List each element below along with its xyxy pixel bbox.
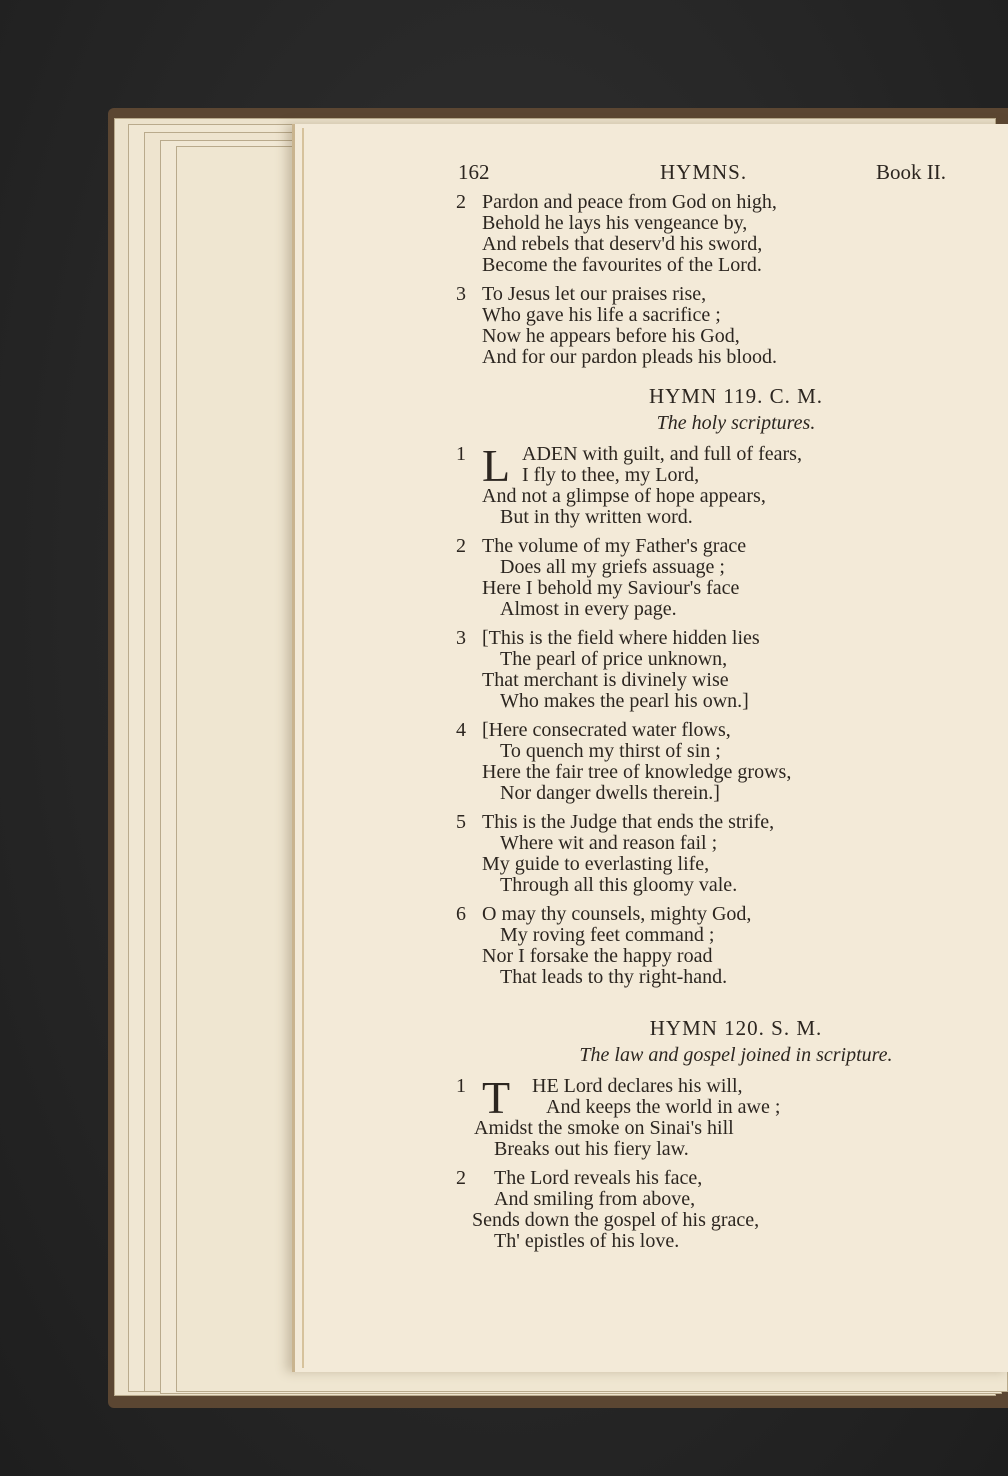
stanza-number: 5 (456, 811, 466, 833)
verse-line: Become the favourites of the Lord. (482, 254, 762, 276)
verse-line: I fly to thee, my Lord, (522, 464, 700, 486)
drop-cap: L (482, 440, 511, 491)
verse-line: Sends down the gospel of his grace, (472, 1209, 760, 1231)
verse-line: Now he appears before his God, (482, 325, 740, 347)
stanza (446, 536, 986, 620)
verse-line: [Here consecrated water flows, (482, 719, 731, 741)
verse-line: Almost in every page. (500, 598, 677, 620)
stanza (446, 628, 986, 712)
stanza-number: 6 (456, 903, 466, 925)
verse-line: This is the Judge that ends the strife, (482, 811, 775, 833)
verse-line: Who gave his life a sacrifice ; (482, 304, 721, 326)
verse-line: To quench my thirst of sin ; (500, 740, 721, 762)
stanza (446, 904, 986, 988)
page-number: 162 (458, 160, 490, 184)
verse-line: The Lord reveals his face, (494, 1167, 703, 1189)
verse-line: My roving feet command ; (500, 924, 715, 946)
verse-line: Does all my griefs assuage ; (500, 556, 725, 578)
verse-line: And keeps the world in awe ; (546, 1096, 781, 1118)
verse-line: Here the fair tree of knowledge grows, (482, 761, 792, 783)
stanza (446, 284, 986, 368)
verse-line: But in thy written word. (500, 506, 693, 528)
verse-line: Where wit and reason fail ; (500, 832, 718, 854)
verse-line: And rebels that deserv'd his sword, (482, 233, 763, 255)
verse-line: O may thy counsels, mighty God, (482, 903, 752, 925)
stanza-number: 2 (456, 1167, 466, 1189)
verse-line: Behold he lays his vengeance by, (482, 212, 748, 234)
stanza-number: 1 (456, 443, 466, 465)
verse-line: Nor danger dwells therein.] (500, 782, 720, 804)
hymn-subtitle: The law and gospel joined in scripture. (579, 1044, 893, 1066)
stanza (446, 192, 986, 276)
hymn-title: HYMN 120. S. M. (649, 1016, 823, 1040)
verse-line: Th' epistles of his love. (494, 1230, 680, 1252)
page-content (446, 162, 986, 1260)
verse-line: That leads to thy right-hand. (500, 966, 728, 988)
verse-line: And smiling from above, (494, 1188, 696, 1210)
page-gutter-rule (302, 128, 304, 1368)
hymn-title: HYMN 119. C. M. (648, 384, 824, 408)
verse-line: [This is the field where hidden lies (482, 627, 760, 649)
verse-line: And for our pardon pleads his blood. (482, 346, 777, 368)
verse-line: And not a glimpse of hope appears, (482, 485, 766, 507)
stanza (446, 440, 986, 528)
verse-line: ADEN with guilt, and full of fears, (522, 443, 802, 465)
hymn-subtitle: The holy scriptures. (656, 412, 816, 434)
stanza (446, 1168, 986, 1252)
verse-line: Breaks out his fiery law. (494, 1138, 689, 1160)
verse-line: Who makes the pearl his own.] (500, 690, 749, 712)
stanza (446, 812, 986, 896)
verse-line: Here I behold my Saviour's face (482, 577, 740, 599)
stanza-number: 2 (456, 535, 466, 557)
book-label: Book II. (876, 160, 946, 184)
verse-line: The volume of my Father's grace (482, 535, 747, 557)
stanza (446, 720, 986, 804)
stanza-number: 1 (456, 1075, 466, 1097)
verse-line: That merchant is divinely wise (482, 669, 729, 691)
verse-line: HE Lord declares his will, (532, 1075, 743, 1097)
verse-line: Amidst the smoke on Sinai's hill (474, 1117, 734, 1139)
stanza-number: 2 (456, 191, 466, 213)
verse-line: Nor I forsake the happy road (482, 945, 713, 967)
stanza (446, 1072, 986, 1160)
running-title: HYMNS. (660, 160, 748, 184)
verse-line: To Jesus let our praises rise, (482, 283, 707, 305)
verse-line: Pardon and peace from God on high, (482, 191, 777, 213)
stanza-number: 3 (456, 627, 466, 649)
verse-line: The pearl of price unknown, (500, 648, 728, 670)
running-header (446, 162, 986, 192)
verse-line: Through all this gloomy vale. (500, 874, 738, 896)
stanza-number: 4 (456, 719, 466, 741)
drop-cap: T (482, 1072, 511, 1123)
stanza-number: 3 (456, 283, 466, 305)
verse-line: My guide to everlasting life, (482, 853, 710, 875)
